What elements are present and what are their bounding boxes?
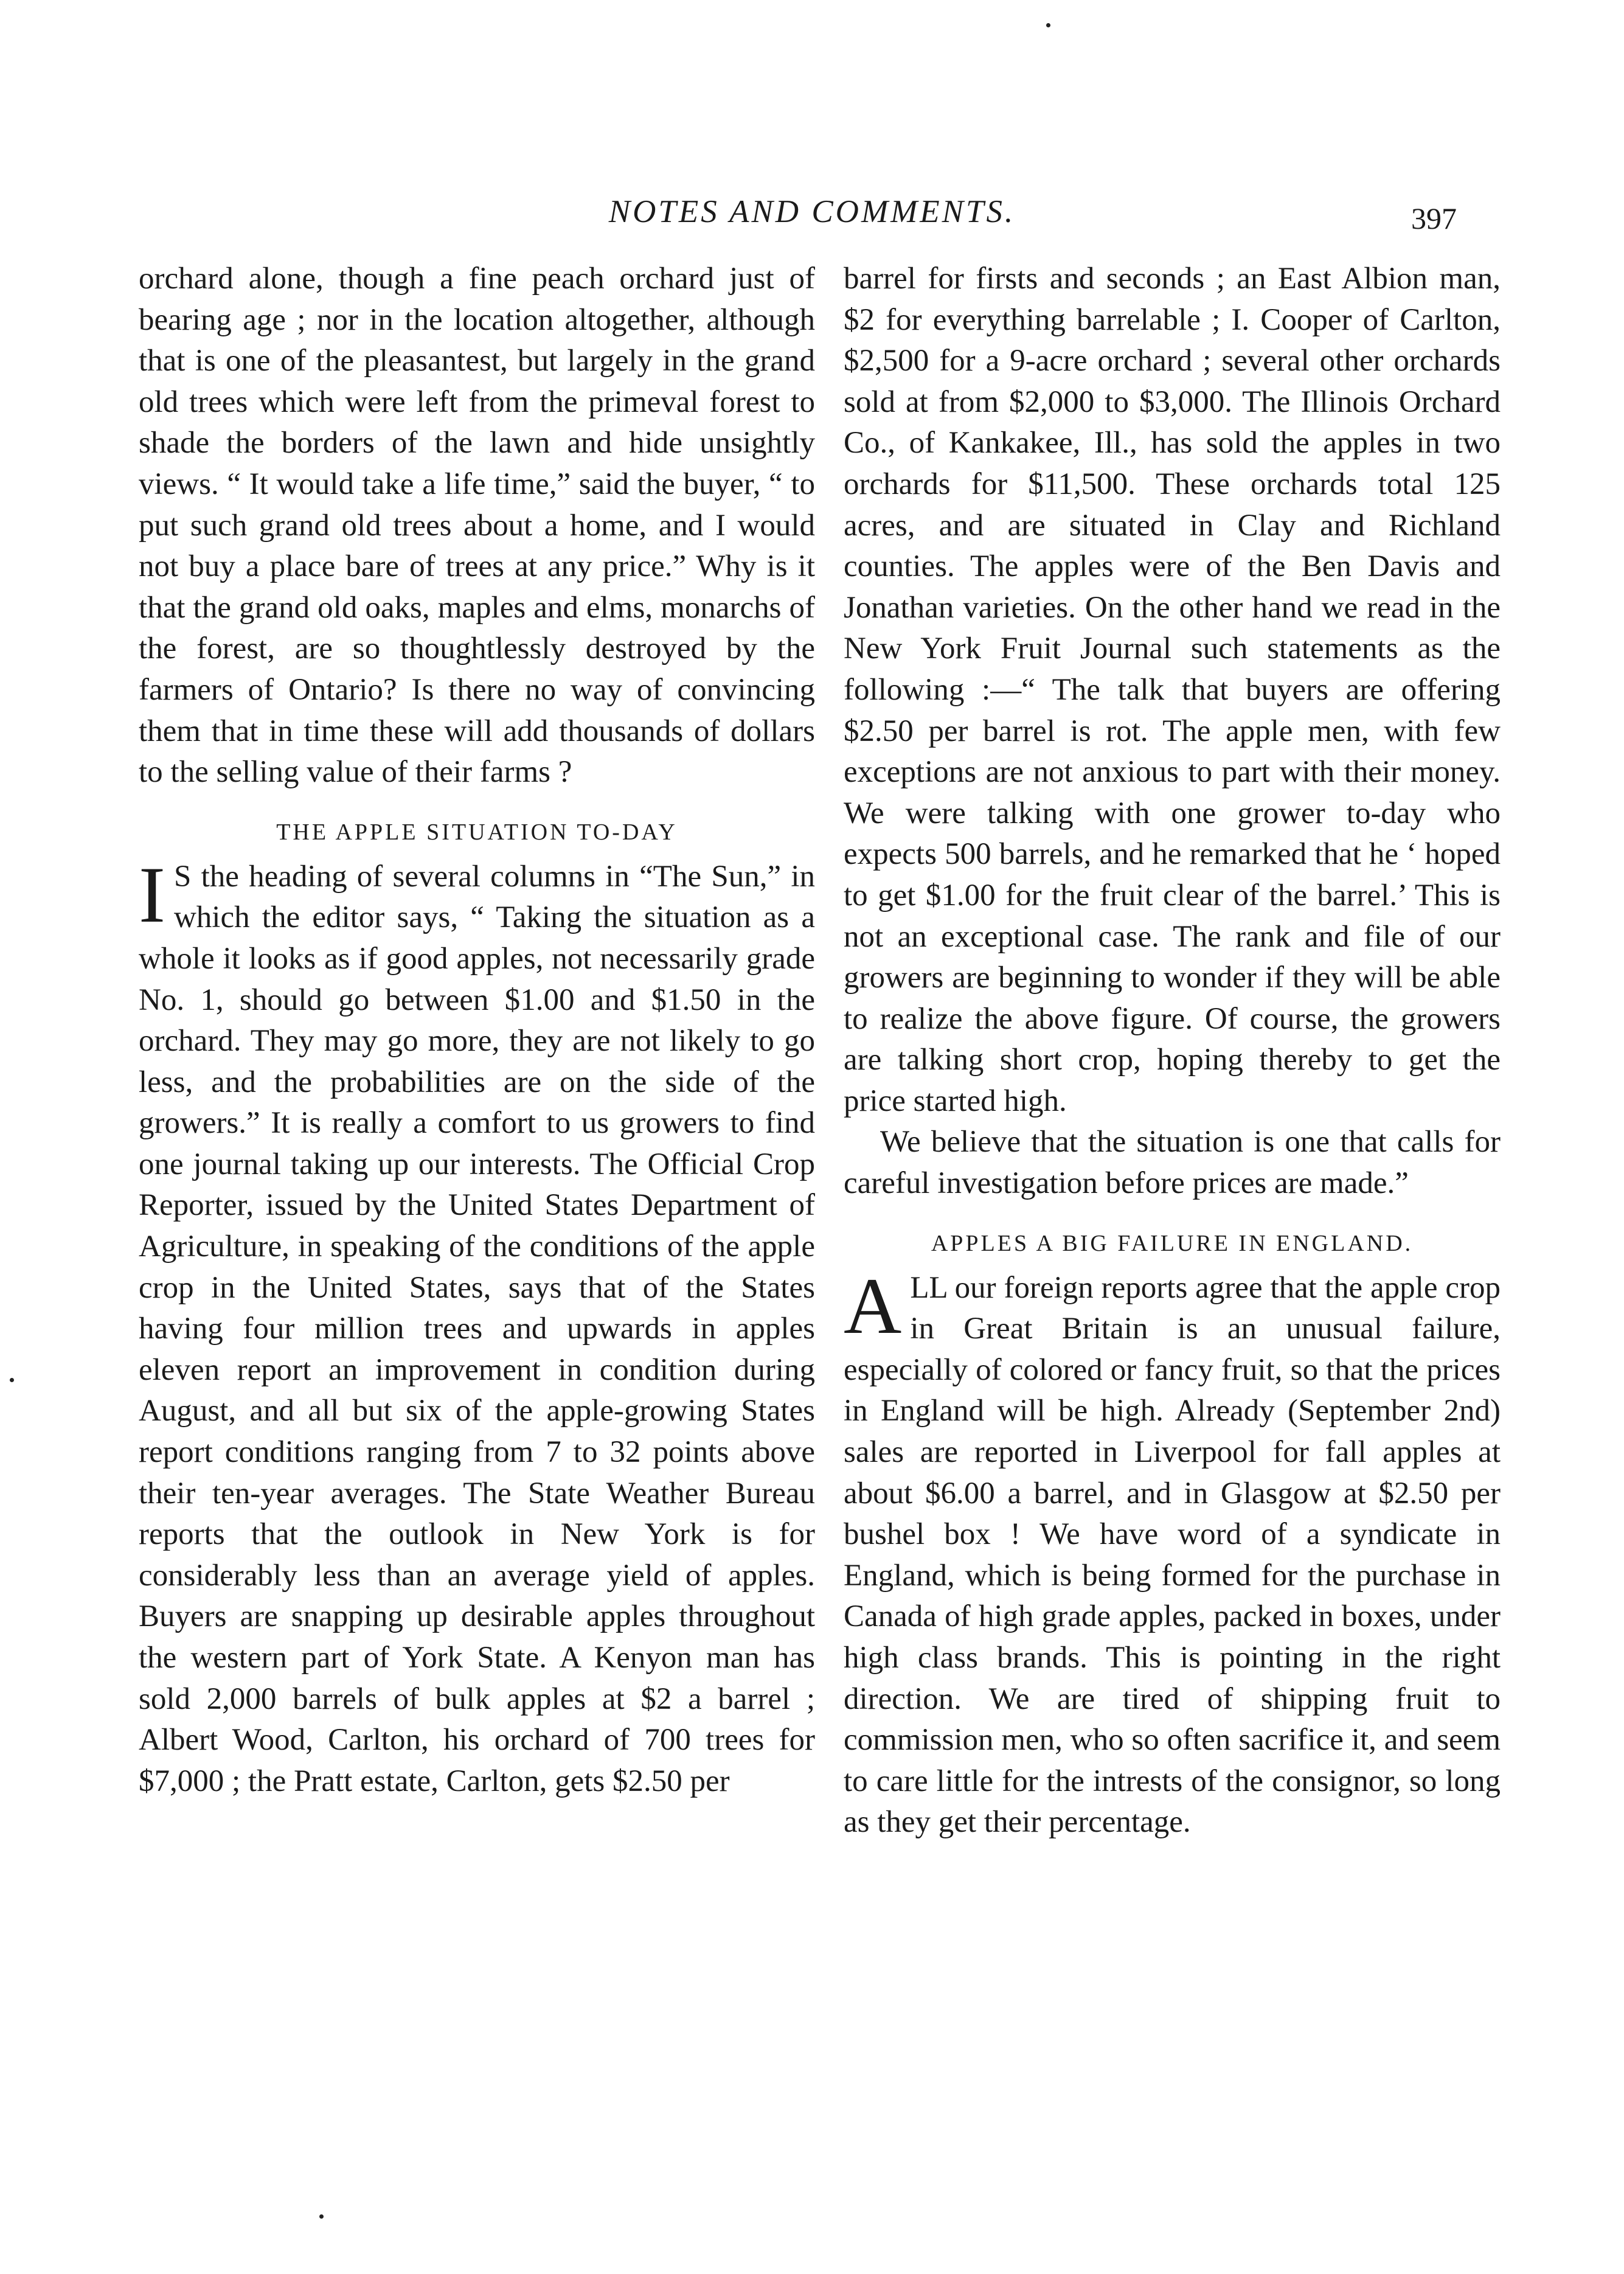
- print-speck: [319, 2214, 324, 2219]
- section-heading-apple-situation: THE APPLE SITUATION TO-DAY: [276, 819, 678, 845]
- paragraph-apple-situation: [139, 849, 815, 1803]
- paragraph-continued-left: orchard alone, though a fine peach orchard just of bearing age ; nor in the location altogether, although that is one of the pleasantest, but largely in the grand old trees which were left from the primeval forest to shade the borders of the lawn and hide unsightly views. “ It would take a life time,” said the buyer, “ to put such grand old trees about a home, and I would not buy a place bare of trees at any price.” Why is it that the grand old oaks, maples and elms, monarchs of the forest, are so thoughtlessly destroyed by the farmers of Ontario? Is there no way of convincing them that in time these will add thousands of dollars to the selling value of their farms ?: [139, 262, 815, 790]
- right-column: [844, 259, 1501, 1843]
- drop-cap: I: [139, 849, 165, 939]
- print-speck: [1046, 23, 1050, 27]
- page-number: 397: [1411, 201, 1457, 235]
- print-speck: [10, 1378, 14, 1382]
- paragraph-apple-situation-text: S the heading of several columns in “The Sun,” in which the editor says, “ Taking the situation as a whole it looks as if good apples, not necessarily grade No. 1, should go between $1.00 and $1.50 in the orchard. They may go more, they are not likely to go less, and the probabilities are on the side of the growers.” It is really a comfort to us growers to find one journal taking up our interests. The Official Crop Reporter, issued by the United States Department of Agriculture, in speaking of the conditions of the apple crop in the United States, says that of the States having four million trees and upwards in apples eleven report an improvement in condition during August, and all but six of the apple-growing States report conditions ranging from 7 to 32 points above their ten-year averages. The State Weather Bureau reports that the outlook in New York is for considerably less than an average yield of apples. Buyers are snapping up desirable apples throughout the western part of York State. A Kenyon man has sold 2,000 barrels of bulk apples at $2 a barrel ; Albert Wood, Carlton, his orchard of 700 trees for $7,000 ; the Pratt estate, Carlton, gets $2.50 per: [139, 859, 815, 1798]
- paragraph-england-text: LL our foreign reports agree that the apple crop in Great Britain is an unusual failure, especially of colored or fancy fruit, so that the prices in England will be high. Already (September 2nd) sales are reported in Liverpool for fall apples at about $6.00 a barrel, and in Glasgow at $2.50 per bushel box ! We have word of a syndicate in England, which is being formed for the purchase in Canada of high grade apples, packed in boxes, under high class brands. This is pointing in the right direction. We are tired of shipping fruit to commission men, who so often sacrifice it, and seem to care little for the intrests of the consignor, so long as they get their percentage.: [844, 1270, 1501, 1840]
- paragraph-england: [844, 1260, 1501, 1843]
- drop-cap: A: [844, 1260, 902, 1351]
- section-heading-england: APPLES A BIG FAILURE IN ENGLAND.: [931, 1230, 1414, 1256]
- running-title: NOTES AND COMMENTS.: [608, 194, 1016, 229]
- paragraph-continued-right: barrel for firsts and seconds ; an East Albion man, $2 for everything barrelable ; I. Cooper of Carlton, $2,500 for a 9-acre orchard ; several other orchards sold at from $2,000 to $3,000. The Illinois Orchard Co., of Kankakee, Ill., has sold the apples in two orchards for $11,500. These orchards total 125 acres, and are situated in Clay and Richland counties. The apples were of the Ben Davis and Jonathan varieties. On the other hand we read in the New York Fruit Journal such statements as the following :—“ The talk that buyers are offering $2.50 per barrel is rot. The apple men, with few exceptions are not anxious to part with their money. We were talking with one grower to-day who expects 500 barrels, and he remarked that he ‘ hoped to get $1.00 for the fruit clear of the barrel.’ This is not an exceptional case. The rank and file of our growers are beginning to wonder if they will be able to realize the above figure. Of course, the growers are talking short crop, hoping thereby to get the price started high.: [844, 262, 1501, 1118]
- left-column: [139, 259, 815, 1802]
- paragraph-investigation: We believe that the situation is one that calls for careful investigation before prices are made.”: [844, 1125, 1501, 1201]
